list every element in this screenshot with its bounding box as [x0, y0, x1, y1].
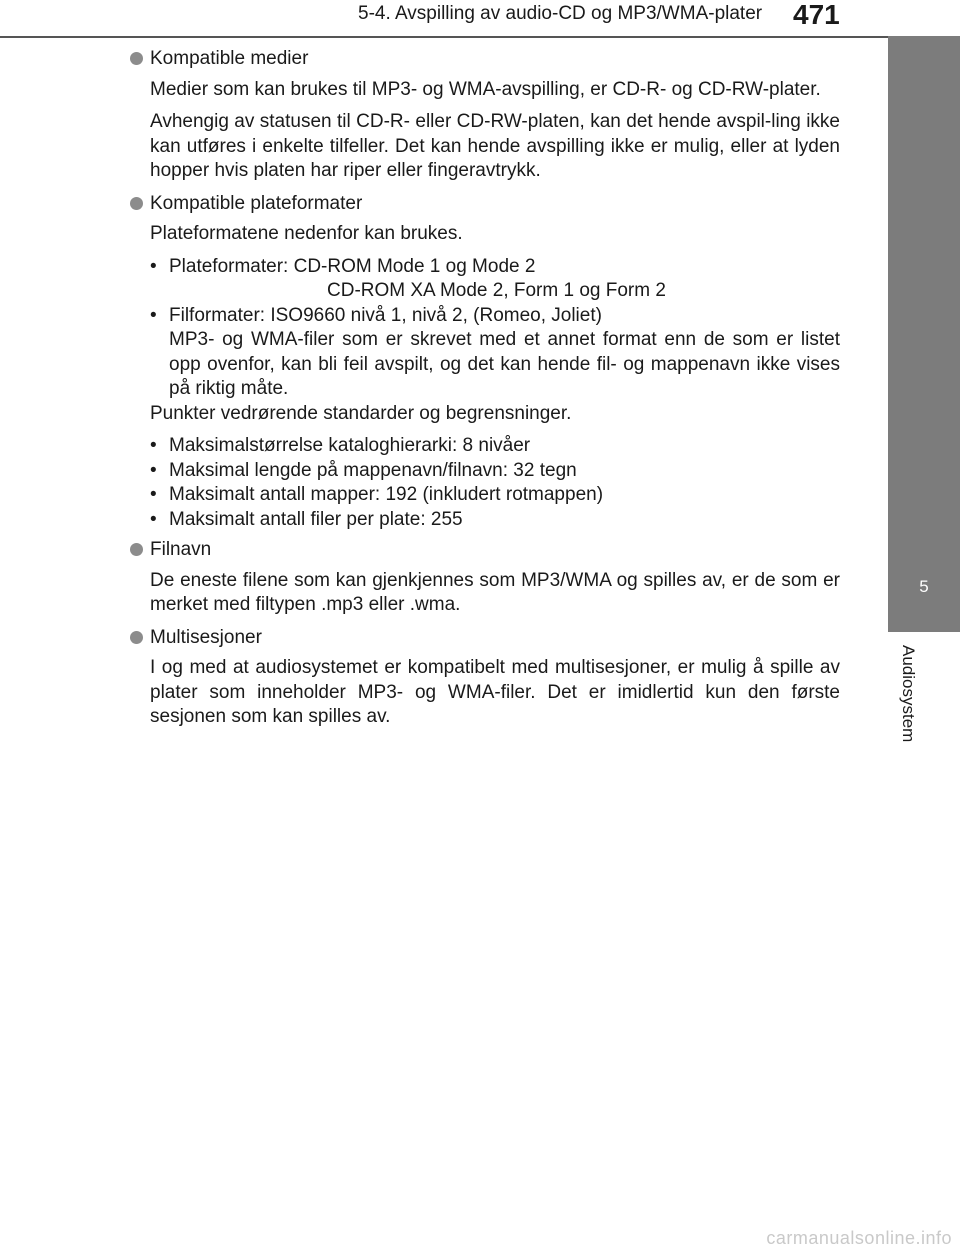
bullet-dot-icon	[130, 197, 143, 210]
section-title: 5-4. Avspilling av audio-CD og MP3/WMA-plater	[358, 3, 763, 24]
list-item	[150, 508, 840, 533]
bullet-mark: •	[150, 484, 157, 505]
bullet-dot-icon	[130, 631, 143, 644]
list-item	[150, 459, 840, 484]
page-content	[130, 47, 840, 738]
heading-text: Kompatible plateformater	[150, 192, 363, 214]
list-item-text: Maksimal lengde på mappenavn/filnavn: 32 tegn	[169, 459, 577, 481]
list-item-text: Maksimalstørrelse kataloghierarki: 8 nivåer	[169, 435, 531, 456]
list-item	[150, 483, 840, 508]
list-item-text: Plateformater: CD-ROM Mode 1 og Mode 2	[169, 255, 536, 277]
list-item	[150, 304, 840, 402]
section-heading-formater	[130, 192, 840, 217]
section-heading-multisesjoner	[130, 626, 840, 651]
limits-list	[130, 434, 840, 532]
list-item-continuation: MP3- og WMA-filer som er skrevet med et annet format enn de som er listet opp ovenfor, kan bli feil avspilt, og det kan hende fil- og mappenavn ikke vises på riktig måte.	[169, 329, 840, 399]
heading-text: Multisesjoner	[150, 626, 262, 648]
bullet-mark: •	[150, 304, 157, 326]
paragraph: Punkter vedrørende standarder og begrensninger.	[150, 402, 572, 424]
list-item-text: Maksimalt antall mapper: 192 (inkludert rotmappen)	[169, 484, 604, 505]
list-item-text: Filformater: ISO9660 nivå 1, nivå 2, (Romeo, Joliet)	[169, 304, 602, 326]
chapter-number: 5	[919, 577, 929, 596]
paragraph: Medier som kan brukes til MP3- og WMA-avspilling, er CD-R- og CD-RW-plater.	[150, 78, 821, 100]
chapter-tab	[888, 36, 960, 632]
chapter-label-wrap	[898, 645, 928, 760]
paragraph: I og med at audiosystemet er kompatibelt med multisesjoner, er mulig å spille av plater som inneholder MP3- og WMA-filer. Det er imidlertid kun den første sesjonen som kan spilles av.	[150, 657, 840, 727]
heading-text: Kompatible medier	[150, 48, 309, 69]
bullet-mark: •	[150, 255, 157, 277]
format-list	[130, 255, 840, 402]
paragraph: Plateformatene nedenfor kan brukes.	[150, 223, 463, 244]
bullet-dot-icon	[130, 543, 143, 556]
chapter-label: Audiosystem	[899, 645, 918, 743]
paragraph: De eneste filene som kan gjenkjennes som MP3/WMA og spilles av, er de som er merket med filtypen .mp3 eller .wma.	[150, 569, 840, 615]
section-heading-filnavn	[130, 538, 840, 563]
list-item-continuation: CD-ROM XA Mode 2, Form 1 og Form 2	[327, 280, 666, 301]
bullet-mark: •	[150, 459, 157, 481]
list-item	[150, 434, 840, 459]
heading-text: Filnavn	[150, 539, 212, 560]
bullet-mark: •	[150, 435, 157, 456]
watermark: carmanualsonline.info	[766, 1228, 952, 1248]
list-item-text: Maksimalt antall filer per plate: 255	[169, 508, 463, 530]
section-heading-medier	[130, 47, 840, 72]
page-number: 471	[793, 0, 840, 30]
list-item	[150, 255, 840, 304]
bullet-dot-icon	[130, 52, 143, 65]
bullet-mark: •	[150, 508, 157, 530]
header-divider	[0, 36, 888, 38]
paragraph: Avhengig av statusen til CD-R- eller CD-RW-platen, kan det hende avspil-ling ikke kan utføres i enkelte tilfeller. Det kan hende avspilling ikke er mulig, eller at lyden hopper hvis platen har riper eller fingeravtrykk.	[150, 111, 840, 181]
